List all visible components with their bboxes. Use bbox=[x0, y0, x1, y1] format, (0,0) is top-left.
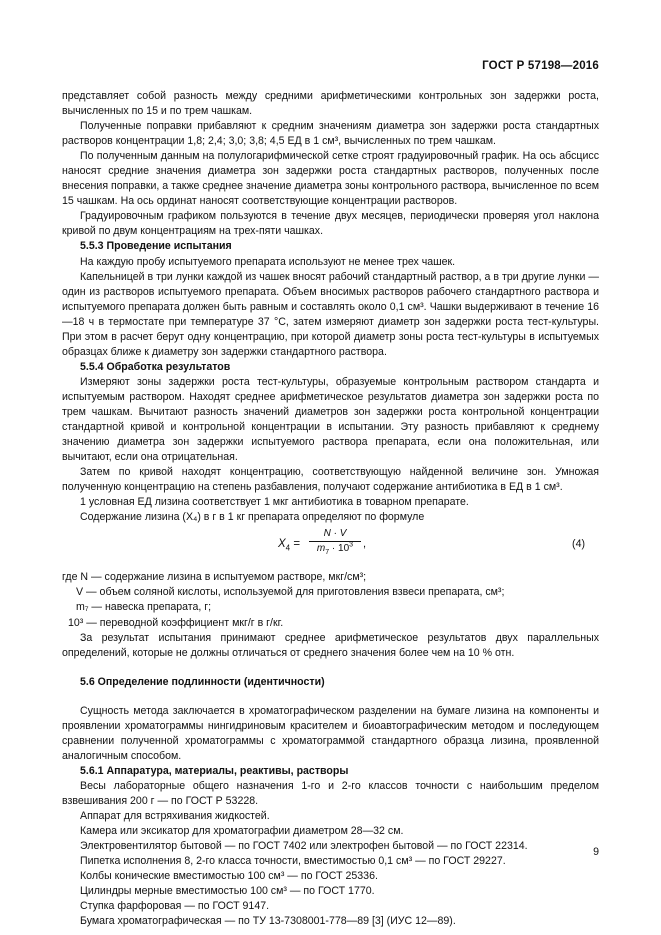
formula-lhs: $X_4$ = bbox=[278, 538, 301, 553]
formula-4 bbox=[62, 528, 599, 566]
paragraph: Градуировочным графиком пользуются в течение двух месяцев, периодически проверяя угол наклона кривой по двум концентрациям на трех-пяти чашках. bbox=[62, 210, 599, 238]
where-item: 10³ — переводной коэффициент мкг/г в г/кг. bbox=[68, 616, 284, 629]
paragraph: Сущность метода заключается в хроматографическом разделении на бумаге лизина на компоненты и проявлении хроматограммы нингидриновым красителем и биоавтографическим методом и последующем сравнении полученной хроматограммы с хроматограммой стандартного образца лизина, проявленной аналогичным способом. bbox=[62, 704, 599, 762]
paragraph: Капельницей в три лунки каждой из чашек вносят рабочий стандартный раствор, а в три другие лунки — один из растворов испытуемого препарата. Объем вносимых растворов рабочего стандартного раствора и испытуемого препарата должен быть равным и составлять около 0,1 см³. Чашки выдерживают в течение 16—18 ч в термостате при температуре 37 °С, затем измеряют диаметр зон задержки роста тест-культуры. При этом в расчет берут одну концентрацию, при которой диаметр зоны роста тест-культуры в испытуемых образцах ближе к диаметру зон задержки стандартного раствора. bbox=[62, 270, 599, 358]
list-item: Пипетка исполнения 8, 2-го класса точности, вместимостью 0,1 см³ — по ГОСТ 29227. bbox=[80, 855, 506, 868]
document-header: ГОСТ Р 57198—2016 bbox=[482, 60, 599, 72]
formula-denominator: $m_7 \cdot 10^3$ bbox=[316, 542, 354, 557]
paragraph: На каждую пробу испытуемого препарата используют не менее трех чашек. bbox=[80, 255, 456, 268]
paragraph: По полученным данным на полулогарифмической сетке строят градуировочный график. На ось абсцисс наносят средние значения диаметра зон задержки роста стандартных растворов, полученных после внесения поправки, а также среднее значение диаметра зоны контрольного раствора, вычисленное по всем 15 чашкам. На ось ординат наносят соответствующие концентрации растворов. bbox=[62, 150, 599, 208]
section-heading-554: 5.5.4 Обработка результатов bbox=[80, 360, 231, 373]
page-body bbox=[62, 89, 599, 929]
paragraph: Полученные поправки прибавляют к средним значениям диаметра зон задержки роста стандартных растворов концентрации 1,8; 2,4; 3,0; 3,8; 4,5 ЕД в 1 см³, вычисленных по трем чашкам. bbox=[62, 120, 599, 148]
list-item: Цилиндры мерные вместимостью 100 см³ — по ГОСТ 1770. bbox=[80, 885, 375, 898]
list-item: Камера или эксикатор для хроматографии диаметром 28—32 см. bbox=[80, 825, 404, 838]
formula-numerator: N · V bbox=[309, 528, 361, 542]
page-number: 9 bbox=[593, 846, 599, 858]
section-heading-553: 5.5.3 Проведение испытания bbox=[80, 240, 232, 253]
where-item: где N — содержание лизина в испытуемом растворе, мкг/см³; bbox=[62, 571, 367, 584]
paragraph: Содержание лизина (X₄) в г в 1 кг препарата определяют по формуле bbox=[80, 511, 425, 524]
paragraph: 1 условная ЕД лизина соответствует 1 мкг антибиотика в товарном препарате. bbox=[80, 496, 469, 509]
section-heading-561: 5.6.1 Аппаратура, материалы, реактивы, растворы bbox=[80, 764, 349, 777]
paragraph: представляет собой разность между средними арифметическими контрольных зон задержки роста, вычисленных по 15 и по трем чашкам. bbox=[62, 90, 599, 118]
list-item: Ступка фарфоровая — по ГОСТ 9147. bbox=[80, 900, 270, 913]
paragraph: За результат испытания принимают среднее арифметическое результатов двух параллельных определений, которые не должны отличаться от среднего значения более чем на 10 % отн. bbox=[62, 631, 599, 659]
formula-comma: , bbox=[363, 538, 367, 551]
formula-fraction bbox=[309, 528, 361, 559]
where-item: m₇ — навеска препарата, г; bbox=[76, 601, 212, 614]
list-item: Весы лабораторные общего назначения 1-го и 2-го классов точности с наибольшим пределом взвешивания 200 г — по ГОСТ Р 53228. bbox=[62, 779, 599, 807]
paragraph: Измеряют зоны задержки роста тест-культуры, образуемые контрольным раствором стандарта и испытуемым раствором. Находят среднее арифметическое результатов диаметра зон задержки роста по трем чашкам. Вычитают разность значений диаметров зон задержки роста контрольной концентрации стандартной кривой и контрольной концентрации в испытании. Эту разность прибавляют к среднему значению диаметра зон задержки испытуемого раствора препарата, если она положительная, или вычитают, если она отрицательная. bbox=[62, 375, 599, 464]
list-item: Бумага хроматографическая — по ТУ 13-7308001-778—89 [3] (ИУС 12—89). bbox=[80, 915, 456, 928]
section-heading-56: 5.6 Определение подлинности (идентичности) bbox=[80, 675, 325, 688]
list-item: Электровентилятор бытовой — по ГОСТ 7402 или электрофен бытовой — по ГОСТ 22314. bbox=[80, 840, 528, 853]
list-item: Колбы конические вместимостью 100 см³ — по ГОСТ 25336. bbox=[80, 870, 378, 883]
list-item: Аппарат для встряхивания жидкостей. bbox=[80, 810, 270, 823]
formula-number: (4) bbox=[572, 538, 585, 551]
where-item: V — объем соляной кислоты, используемой для приготовления взвеси препарата, см³; bbox=[76, 586, 505, 599]
paragraph: Затем по кривой находят концентрацию, соответствующую найденной величине зон. Умножая полученную концентрацию на степень разбавления, получают содержание антибиотика в ЕД в 1 см³. bbox=[62, 466, 599, 494]
